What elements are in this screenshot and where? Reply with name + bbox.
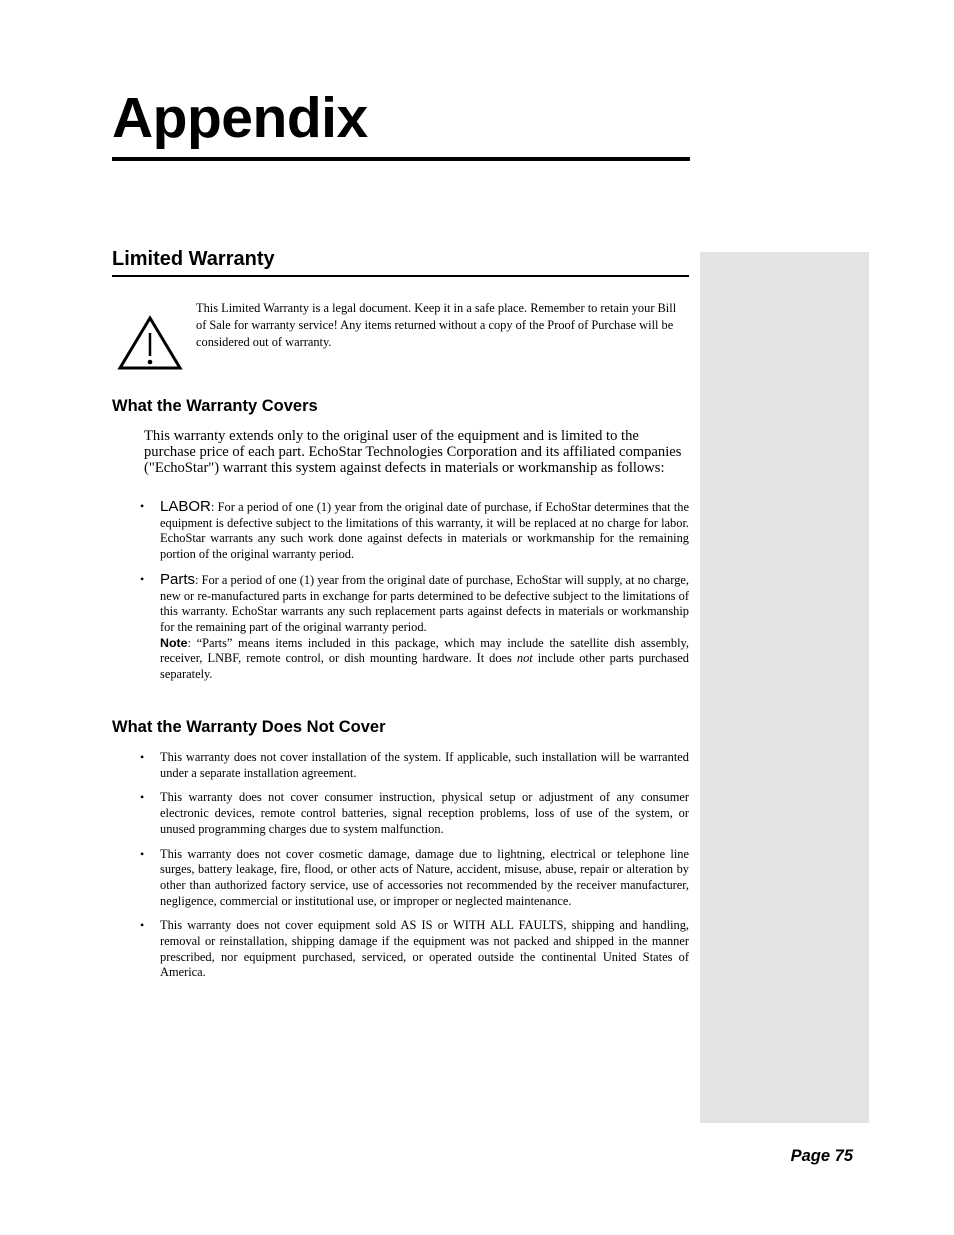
note-text-1: : “Parts” means items included in this package, which may include the satellite dish assembly, receiver, LNBF, remote control, or dish mounting hardware. It does xyxy=(160,635,689,666)
covers-list xyxy=(140,499,689,683)
warning-triangle-icon xyxy=(117,315,183,371)
note-term: Note xyxy=(160,635,188,650)
labor-item xyxy=(140,499,689,563)
labor-text: : For a period of one (1) year from the original date of purchase, if EchoStar determines that the equipment is defective subject to the limitations of this warranty, it will be replaced at no charge for labor. EchoStar warrants any such work done against defects in materials or workmanship for the remaining portion of the original warranty period. xyxy=(160,500,689,562)
section-rule xyxy=(112,275,689,277)
section-title: Limited Warranty xyxy=(112,248,275,270)
chapter-title: Appendix xyxy=(112,86,368,150)
page-number: Page 75 xyxy=(790,1147,853,1165)
list-item: • This warranty does not cover cosmetic damage, damage due to lightning, electrical or telephone line surges, battery leakage, fire, flood, or other acts of Nature, accident, misuse, abuse, repair or alteration by other than authorized factory service, use of accessories not recommended by the receiver manufacturer, negligence, commercial or institutional use, or improper or neglected maintenance. xyxy=(140,847,689,910)
parts-text: : For a period of one (1) year from the original date of purchase, EchoStar will supply, at no charge, new or re-manufactured parts in exchange for parts determined to be defective subject to the limitations of this warranty. EchoStar warrants any such replacement parts against defects in materials or workmanship for the remaining part of the original warranty period. xyxy=(160,572,689,634)
not-covers-list xyxy=(140,750,689,981)
not-covers-heading: What the Warranty Does Not Cover xyxy=(112,718,386,736)
caution-text: This Limited Warranty is a legal document. Keep it in a safe place. Remember to retain your Bill of Sale for warranty service! Any items returned without a copy of the Proof of Purchase will be considered out of warranty. xyxy=(196,301,677,349)
labor-term: LABOR xyxy=(160,498,211,515)
note-emphasis: not xyxy=(516,651,533,666)
list-item: • This warranty does not cover equipment sold AS IS or WITH ALL FAULTS, shipping and handling, removal or reinstallation, shipping damage if the equipment was not packed and shipped in the manner prescribed, nor equipment purchased, serviced, or operated outside the continental United States of America. xyxy=(140,918,689,981)
parts-item xyxy=(140,572,689,683)
list-item: • This warranty does not cover consumer instruction, physical setup or adjustment of any consumer electronic devices, remote control batteries, signal reception problems, loss of use of the system, or unused programming charges due to system malfunction. xyxy=(140,790,689,837)
parts-term: Parts xyxy=(160,570,196,588)
covers-heading: What the Warranty Covers xyxy=(112,397,318,415)
margin-sidebar xyxy=(700,252,869,1123)
covers-intro: This warranty extends only to the original user of the equipment and is limited to the purchase price of each part. EchoStar Technologies Corporation and its affiliated companies ("EchoStar") warrant this system against defects in materials or workmanship as follows: xyxy=(144,428,682,476)
note-text-2: include other parts purchased separately. xyxy=(160,651,689,682)
list-item: • This warranty does not cover installation of the system. If applicable, such installation will be warranted under a separate installation agreement. xyxy=(140,750,689,781)
chapter-rule xyxy=(112,157,690,161)
